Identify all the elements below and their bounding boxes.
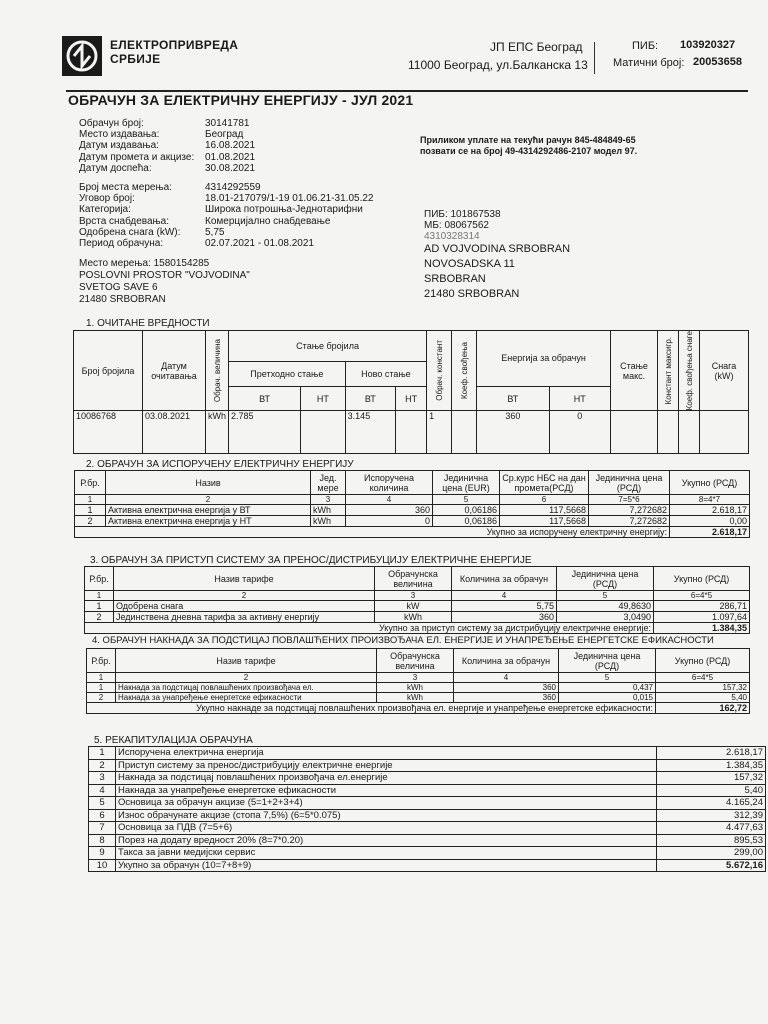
contract-info <box>79 182 373 249</box>
mb-value: 20053658 <box>693 56 742 68</box>
info-row: Датум издавања: 16.08.2021 <box>79 140 256 152</box>
th-energy: Енергија за обрачун <box>477 331 611 387</box>
table-row: 10 Укупно за обрачун (10=7+8+9) 5.672,16 <box>89 859 766 872</box>
header-divider <box>594 42 595 74</box>
eps-address: 11000 Београд, ул.Балканска 13 <box>408 58 588 72</box>
buyer-street: NOVOSADSKA 11 <box>424 258 515 270</box>
th-new: Ново стање <box>345 362 426 386</box>
section2-title: 2. ОБРАЧУН ЗА ИСПОРУЧЕНУ ЕЛЕКТРИЧНУ ЕНЕРГИЈУ <box>86 459 354 470</box>
company-name <box>110 38 238 66</box>
table-row: 2 Накнада за унапређење енергетске ефикасности kWh 360 0,015 5,40 <box>87 693 750 703</box>
eps-logo-icon <box>62 36 102 76</box>
section5-title: 5. РЕКАПИТУЛАЦИЈА ОБРАЧУНА <box>94 735 253 746</box>
pib-value: 103920327 <box>680 39 736 51</box>
recap-table <box>88 746 766 872</box>
table-row: 2 Активна електрична енергија у НТ kWh 0 0,06186 117,5668 7,272682 0,00 <box>75 516 750 527</box>
section4-title: 4. ОБРАЧУН НАКНАДА ЗА ПОДСТИЦАЈ ПОВЛАШЋЕНИХ ПРОИЗВОЂАЧА ЕЛ. ЕНЕРГИЈЕ И УНАПРЕЂЕЊЕ ЕНЕРГЕТСКЕ ЕФИКАСНОСТИ <box>92 635 714 646</box>
th-prev: Претходно стање <box>229 362 346 386</box>
th-coef: Коеф. свођења <box>459 342 469 400</box>
grid-access-table: Р.бр. Назив тарифе Обрачунска величина Количина за обрачун Јединична цена (РСД) Укупно (РСД) 1 2 3 4 5 6=4*5 1 Одобрена снага kW 5,75 49,8630 286,71 2 Јединствена дневна тарифа за активну енергију kWh 360 3,0490 1.097,64 Укупно за приступ систему за дистрибуцију електричне енергије: 1.384,35 <box>84 566 750 634</box>
table-row: 1 Одобрена снага kW 5,75 49,8630 286,71 <box>85 601 750 612</box>
table-row: 1 Накнада за подстицај повлашћених произвођача ел. kWh 360 0,437 157,32 <box>87 683 750 693</box>
table-row: 8 Порез на додату вредност 20% (8=7*0.20) 895,53 <box>89 834 766 847</box>
table-row: 5 Основица за обрачун акцизе (5=1+2+3+4) 4.165,24 <box>89 797 766 810</box>
info-row: Категорија: Широка потрошња-Једнотарифни <box>79 204 363 216</box>
delivered-energy-table: Р.бр. Назив Јед. мере Испоручена количина Јединична цена (EUR) Ср.курс НБС на дан промета(РСД) Јединична цена (РСД) Укупно (РСД) 1 2 3 4 5 6 7=5*6 8=4*7 1 Активна електрична енергија у ВТ kWh 360 0,06186 117,5668 7,272682 2.618,17 2 Активна електрична енергија у НТ kWh 0 0,06186 117,5668 7,272682 0,00 Укупно за испоручену електричну енергију: 2.618,17 <box>74 470 750 538</box>
info-row: Датум доспећа: 30.08.2021 <box>79 162 256 174</box>
invoice-info <box>79 118 255 174</box>
total-row: Укупно за приступ систему за дистрибуцију електричне енергије: 1.384,35 <box>85 623 750 634</box>
total-row: Укупно за испоручену електричну енергију: 2.618,17 <box>75 527 750 538</box>
th-date: Датум очитавања <box>143 331 206 411</box>
info-row: Датум промета и акцизе: 01.08.2021 <box>79 151 256 163</box>
mb-label: Матични број: <box>613 57 685 69</box>
table-row: 2 Приступ систему за пренос/дистрибуцију електричне енергије 1.384,35 <box>89 759 766 772</box>
th-power: Снага (kW) <box>700 331 749 411</box>
info-row: Врста снабдевања: Комерцијално снабдевање <box>79 215 331 227</box>
buyer-pib: ПИБ: 101867538 <box>424 209 501 220</box>
buyer-city: SRBOBRAN <box>424 273 486 285</box>
metering-location: Место мерења: 1580154285 POSLOVNI PROSTOR "VOJVODINA" SVETOG SAVE 6 21480 SRBOBRAN <box>79 258 250 305</box>
readings-table: Број бројила Датум очитавања Обрач. величина Стање бројила Обрач. констант Коеф. свођења Енергија за обрачун Стање макс. Констант максигр. Коеф. свођења снаге Снага (kW) Претходно стање Ново стање ВТ НТ ВТ НТ ВТ НТ 10086768 03.08.2021 kWh 2.785 3.145 1 360 0 <box>73 330 749 454</box>
info-row: Обрачун број: 30141781 <box>79 118 250 129</box>
total-row: Укупно накнаде за подстицај повлашћених произвођача ел. енергије и унапређење енергетске ефикасности: 162,72 <box>87 703 750 714</box>
incentive-fees-table: Р.бр. Назив тарифе Обрачунска величина Количина за обрачун Јединична цена (РСД) Укупно (РСД) 1 2 3 4 5 6=4*5 1 Накнада за подстицај повлашћених произвођача ел. kWh 360 0,437 157,32 2 Накнада за унапређење енергетске ефикасности kWh 360 0,015 5,40 Укупно накнаде за подстицај повлашћених произвођача ел. енергије и унапређење енергетске ефикасности: 162,72 <box>86 648 750 714</box>
buyer-zip: 21480 SRBOBRAN <box>424 288 520 300</box>
table-row: 3 Накнада за подстицај повлашћених произвођача ел.енергије 157,32 <box>89 772 766 785</box>
pib-label: ПИБ: <box>632 40 659 52</box>
table-row: 2 Јединствена дневна тарифа за активну енергију kWh 360 3,0490 1.097,64 <box>85 612 750 623</box>
info-row: Уговор број: 18.01-217079/1-19 01.06.21-31.05.22 <box>79 193 374 205</box>
table-row: 6 Износ обрачунате акцизе (стопа 7,5%) (6=5*0.075) 312,39 <box>89 809 766 822</box>
th-const2: Констант максигр. <box>663 336 673 405</box>
company-line2: СРБИЈЕ <box>110 52 161 66</box>
info-row: Број места мерења: 4314292559 <box>79 182 261 193</box>
table-row: 1 Активна електрична енергија у ВТ kWh 360 0,06186 117,5668 7,272682 2.618,17 <box>75 505 750 516</box>
th-coef2: Коеф. свођења снаге <box>684 331 694 411</box>
table-row: 4 Накнада за унапређење енергетске ефикасности 5,40 <box>89 784 766 797</box>
table-row: 9 Такса за јавни медијски сервис 299,00 <box>89 847 766 860</box>
buyer-name: AD VOJVODINA SRBOBRAN <box>424 243 571 255</box>
buyer-info <box>424 209 570 302</box>
th-const: Обрач. констант <box>434 340 444 402</box>
buyer-code: 4310328314 <box>424 231 480 242</box>
section1-title: 1. ОЧИТАНЕ ВРЕДНОСТИ <box>86 318 210 329</box>
company-line1: ЕЛЕКТРОПРИВРЕДА <box>110 38 239 52</box>
th-state: Стање бројила <box>229 331 427 362</box>
th-unit: Обрач. величина <box>212 339 222 403</box>
info-row: Одобрена снага (kW): 5,75 <box>79 226 225 238</box>
info-row: Период обрачуна: 02.07.2021 - 01.08.2021 <box>79 238 314 250</box>
table-row: 7 Основица за ПДВ (7=5+6) 4.477,63 <box>89 822 766 835</box>
page-title: ОБРАЧУН ЗА ЕЛЕКТРИЧНУ ЕНЕРГИЈУ - ЈУЛ 2021 <box>68 92 414 108</box>
payment-note: Приликом уплате на текући рачун 845-484849-65 позвати се на број 49-4314292486-2107 модел 97. <box>420 135 638 156</box>
buyer-mb: МБ: 08067562 <box>424 220 489 231</box>
th-meter: Број бројила <box>74 331 143 411</box>
eps-name: ЈП ЕПС Београд <box>490 40 583 54</box>
info-row: Место издавања: Београд <box>79 129 244 141</box>
th-max: Стање макс. <box>611 331 658 411</box>
table-row: 10086768 03.08.2021 kWh 2.785 3.145 1 360 0 <box>74 411 749 454</box>
table-row: 1 Испоручена електрична енергија 2.618,17 <box>89 747 766 760</box>
section3-title: 3. ОБРАЧУН ЗА ПРИСТУП СИСТЕМУ ЗА ПРЕНОС/ДИСТРИБУЦИЈУ ЕЛЕКТРИЧНЕ ЕНЕРГИЈЕ <box>90 555 532 566</box>
